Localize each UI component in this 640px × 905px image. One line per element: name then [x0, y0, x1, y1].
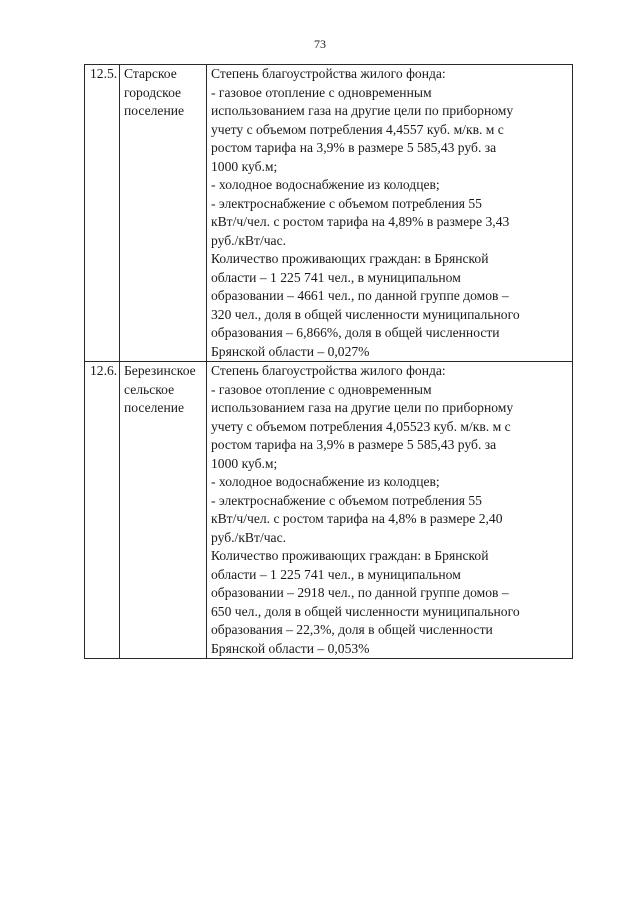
row-number: [85, 65, 120, 362]
description-line: учету с объемом потребления 4,4557 куб. м/кв. м с: [211, 121, 504, 137]
description-line: Количество проживающих граждан: в Брянской: [211, 251, 489, 266]
settlement-name: [120, 65, 207, 362]
description-line: области – 1 225 741 чел., в муниципальном: [211, 269, 461, 285]
description-line: использованием газа на другие цели по приборному: [211, 400, 514, 415]
description-line: кВт/ч/чел. с ростом тарифа на 4,8% в размере 2,40: [211, 511, 503, 526]
description-line: - газовое отопление с одновременным: [211, 84, 432, 100]
description-line: ростом тарифа на 3,9% в размере 5 585,43 руб. за: [211, 437, 497, 452]
table-row: [85, 65, 573, 362]
description-line: - холодное водоснабжение из колодцев;: [211, 177, 440, 192]
description-line: образования – 22,3%, доля в общей численности: [211, 622, 493, 637]
settlement-name-line: Старское: [124, 66, 177, 81]
settlement-name: [120, 362, 207, 659]
settlement-name-line: Березинское: [124, 363, 196, 378]
settlement-name-line: поселение: [124, 103, 185, 118]
description-line: 320 чел., доля в общей численности муниципального: [211, 306, 520, 322]
table-row: [85, 362, 573, 659]
description-line: - холодное водоснабжение из колодцев;: [211, 474, 440, 489]
description-line: области – 1 225 741 чел., в муниципальном: [211, 566, 461, 582]
description-line: образовании – 2918 чел., по данной группе домов –: [211, 585, 509, 600]
housing-description: [207, 362, 573, 659]
description-line: образования – 6,866%, доля в общей численности: [211, 325, 500, 340]
description-line: руб./кВт/час.: [211, 232, 287, 248]
description-line: образовании – 4661 чел., по данной группе домов –: [211, 288, 509, 303]
description-line: 1000 куб.м;: [211, 158, 278, 174]
row-number-text: 12.5.: [90, 66, 118, 81]
description-line: - газовое отопление с одновременным: [211, 381, 432, 397]
description-line: Брянской области – 0,053%: [211, 640, 370, 656]
housing-description: [207, 65, 573, 362]
description-line: Количество проживающих граждан: в Брянской: [211, 548, 489, 563]
description-line: 1000 куб.м;: [211, 455, 278, 471]
description-line: учету с объемом потребления 4,05523 куб. м/кв. м с: [211, 418, 511, 434]
settlement-name-line: городское: [124, 84, 182, 100]
description-line: руб./кВт/час.: [211, 529, 287, 545]
description-line: - электроснабжение с объемом потребления 55: [211, 492, 482, 508]
settlement-name-line: сельское: [124, 381, 175, 397]
description-line: 650 чел., доля в общей численности муниципального: [211, 603, 520, 619]
settlement-name-line: поселение: [124, 400, 185, 415]
description-line: кВт/ч/чел. с ростом тарифа на 4,89% в размере 3,43: [211, 214, 510, 229]
description-line: использованием газа на другие цели по приборному: [211, 103, 514, 118]
description-line: ростом тарифа на 3,9% в размере 5 585,43 руб. за: [211, 140, 497, 155]
description-line: Брянской области – 0,027%: [211, 343, 370, 359]
page-number: 73: [314, 37, 326, 51]
row-number-text: 12.6.: [90, 363, 118, 378]
housing-table: [84, 64, 573, 659]
description-line: - электроснабжение с объемом потребления 55: [211, 195, 482, 211]
description-line: Степень благоустройства жилого фонда:: [211, 66, 446, 81]
row-number: [85, 362, 120, 659]
description-line: Степень благоустройства жилого фонда:: [211, 363, 446, 378]
